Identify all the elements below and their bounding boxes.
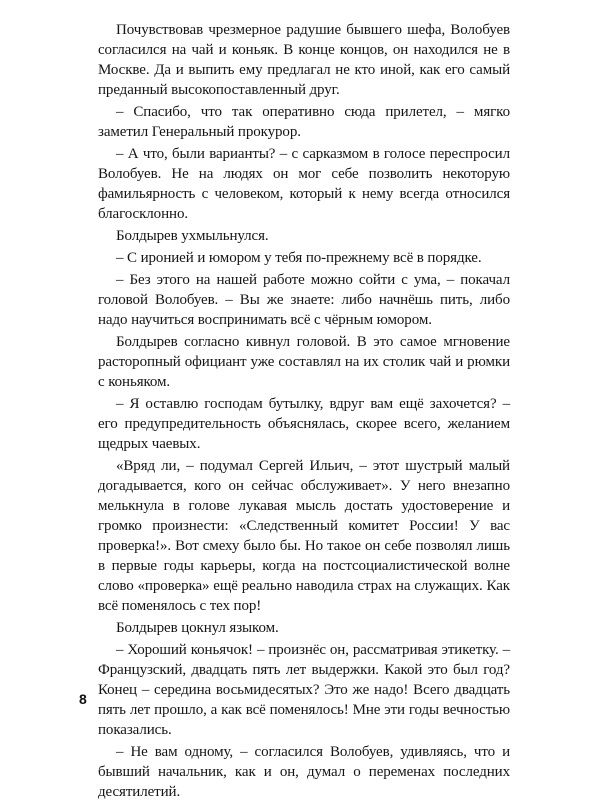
paragraph: Болдырев цокнул языком.	[116, 620, 279, 636]
paragraph: – Не вам одному, – согласился Волобуев, удивляясь, что и бывший начальник, как и он, думал о переменах последних десятилетий.	[98, 744, 510, 800]
body-text	[98, 20, 510, 804]
paragraph: Почувствовав чрезмерное радушие бывшего шефа, Волобуев согласился на чай и коньяк. В конце концов, он находился не в Москве. Да и выпить ему предлагал не кто иной, как его самый преданный высокопоставленный друг.	[98, 22, 510, 98]
paragraph: – Без этого на нашей работе можно сойти с ума, – покачал головой Волобуев. – Вы же знаете: либо начнёшь пить, либо надо научиться воспринимать всё с чёрным юмором.	[98, 272, 510, 328]
page-number: 8	[79, 691, 87, 707]
paragraph: «Вряд ли, – подумал Сергей Ильич, – этот шустрый малый догадывается, кого он сейчас обслуживает». У него внезапно мелькнула в голове лукавая мысль достать удостоверение и громко произнести: «Следственный комитет России! У вас проверка!». Вот смеху было бы. Но такое он себе позволял лишь в первые годы карьеры, когда на постсоциалистической волне слово «проверка» ещё реально наводила страх на служащих. Как всё поменялось с тех пор!	[98, 458, 510, 614]
paragraph: – Спасибо, что так оперативно сюда прилетел, – мягко заметил Генеральный прокурор.	[98, 104, 510, 140]
paragraph: Болдырев ухмыльнулся.	[116, 228, 269, 244]
paragraph: – Хороший коньячок! – произнёс он, рассматривая этикетку. – Французский, двадцать пять лет выдержки. Какой это был год? Конец – середина восьмидесятых? Это же надо! Всего двадцать пять лет прошло, а как всё поменялось! Мне эти годы вечностью показались.	[98, 642, 510, 738]
paragraph: Болдырев согласно кивнул головой. В это самое мгновение расторопный официант уже составлял на их столик чай и рюмки с коньяком.	[98, 334, 510, 390]
paragraph: – С иронией и юмором у тебя по-прежнему всё в порядке.	[116, 250, 482, 266]
paragraph: – А что, были варианты? – с сарказмом в голосе переспросил Волобуев. Не на людях он мог себе позволить некоторую фамильярность с человеком, который к нему всегда относился благосклонно.	[98, 146, 510, 222]
paragraph: – Я оставлю господам бутылку, вдруг вам ещё захочется? – его предупредительность объяснялась, скорее всего, желанием щедрых чаевых.	[98, 396, 510, 452]
